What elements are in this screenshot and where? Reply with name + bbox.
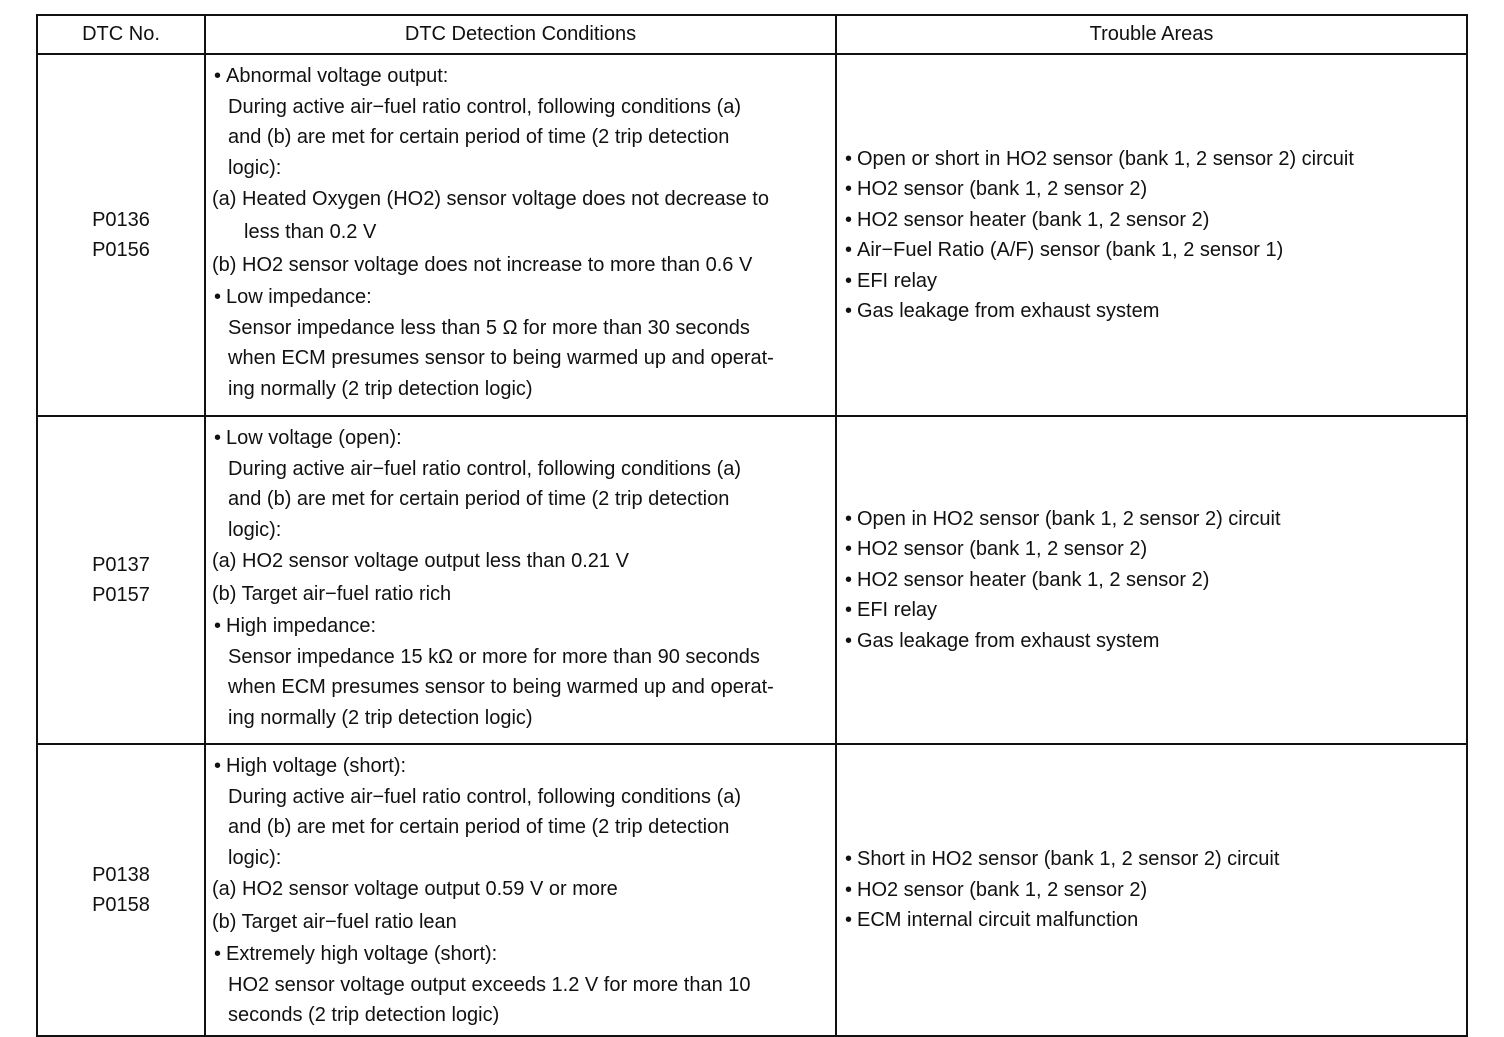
trouble-area-text: Gas leakage from exhaust system xyxy=(857,300,1160,322)
dtc-code-cell xyxy=(37,744,205,1036)
condition-title: Abnormal voltage output: xyxy=(226,65,449,87)
list-item xyxy=(845,144,1458,175)
dtc-code: P0156 xyxy=(92,239,150,261)
condition-title: Extremely high voltage (short): xyxy=(226,943,498,965)
table-row xyxy=(37,416,1467,744)
bullet-icon: • xyxy=(214,65,222,87)
condition-text: Sensor impedance 15 kΩ or more for more than 90 seconds xyxy=(228,645,760,668)
condition-title: Low voltage (open): xyxy=(226,427,402,449)
condition-text: During active air−fuel ratio control, following conditions (a) xyxy=(228,95,742,118)
header-detection-conditions: DTC Detection Conditions xyxy=(205,15,836,54)
condition-b: (b) Target air−fuel ratio rich xyxy=(212,583,452,605)
trouble-area-text: HO2 sensor (bank 1, 2 sensor 2) xyxy=(857,878,1148,901)
condition-a: (a) Heated Oxygen (HO2) sensor voltage does not decrease to xyxy=(212,188,769,210)
trouble-area-text: Gas leakage from exhaust system xyxy=(857,629,1160,652)
trouble-area-text: Open in HO2 sensor (bank 1, 2 sensor 2) circuit xyxy=(857,507,1281,530)
detection-conditions-cell xyxy=(205,54,836,416)
bullet-icon: • xyxy=(214,943,222,965)
list-item xyxy=(845,626,1458,657)
trouble-area-text: Open or short in HO2 sensor (bank 1, 2 sensor 2) circuit xyxy=(857,147,1354,170)
condition-text: During active air−fuel ratio control, following conditions (a) xyxy=(228,457,742,480)
condition-a-continued: less than 0.2 V xyxy=(244,221,377,243)
list-item xyxy=(845,595,1458,626)
dtc-code: P0158 xyxy=(92,894,150,916)
trouble-area-text: ECM internal circuit malfunction xyxy=(857,909,1139,932)
header-trouble-areas: Trouble Areas xyxy=(836,15,1467,54)
dtc-table xyxy=(36,14,1468,1037)
condition-bullet xyxy=(212,751,827,782)
trouble-area-text: Short in HO2 sensor (bank 1, 2 sensor 2) circuit xyxy=(857,848,1280,871)
list-item xyxy=(845,905,1458,936)
trouble-area-text: HO2 sensor (bank 1, 2 sensor 2) xyxy=(857,538,1148,561)
bullet-icon: • xyxy=(845,269,853,292)
bullet-icon: • xyxy=(845,507,853,530)
trouble-areas-cell xyxy=(836,744,1467,1036)
list-item xyxy=(845,235,1458,266)
condition-text: During active air−fuel ratio control, following conditions (a) xyxy=(228,785,742,808)
condition-text: when ECM presumes sensor to being warmed up and operat- xyxy=(228,676,774,698)
condition-bullet xyxy=(212,611,827,642)
list-item xyxy=(845,875,1458,906)
condition-text: logic): xyxy=(228,518,282,541)
list-item xyxy=(845,565,1458,596)
bullet-icon: • xyxy=(845,848,853,871)
bullet-icon: • xyxy=(845,300,853,322)
bullet-icon: • xyxy=(845,909,853,932)
bullet-icon: • xyxy=(845,629,853,652)
header-row xyxy=(37,15,1467,54)
condition-text: when ECM presumes sensor to being warmed up and operat- xyxy=(228,347,774,369)
table-row xyxy=(37,744,1467,1036)
list-item xyxy=(845,534,1458,565)
condition-bullet xyxy=(212,282,827,313)
detection-conditions-cell xyxy=(205,744,836,1036)
condition-a: (a) HO2 sensor voltage output less than 0.21 V xyxy=(212,550,629,572)
condition-text: seconds (2 trip detection logic) xyxy=(228,1004,500,1026)
bullet-icon: • xyxy=(845,239,853,261)
bullet-icon: • xyxy=(845,568,853,591)
condition-bullet xyxy=(212,61,827,92)
list-item xyxy=(845,296,1458,327)
condition-text: ing normally (2 trip detection logic) xyxy=(228,377,533,400)
trouble-area-text: HO2 sensor heater (bank 1, 2 sensor 2) xyxy=(857,208,1210,231)
condition-b: (b) HO2 sensor voltage does not increase to more than 0.6 V xyxy=(212,254,753,276)
condition-text: ing normally (2 trip detection logic) xyxy=(228,706,533,729)
bullet-icon: • xyxy=(845,878,853,901)
condition-b: (b) Target air−fuel ratio lean xyxy=(212,911,457,933)
condition-text: HO2 sensor voltage output exceeds 1.2 V for more than 10 xyxy=(228,973,751,996)
condition-title: Low impedance: xyxy=(226,286,372,308)
bullet-icon: • xyxy=(214,755,222,777)
list-item xyxy=(845,266,1458,297)
dtc-code: P0138 xyxy=(92,864,150,886)
condition-a: (a) HO2 sensor voltage output 0.59 V or more xyxy=(212,878,618,900)
detection-conditions-cell xyxy=(205,416,836,744)
condition-text: logic): xyxy=(228,156,282,179)
condition-text: and (b) are met for certain period of time (2 trip detection xyxy=(228,126,730,148)
header-dtc-no: DTC No. xyxy=(37,15,205,54)
condition-title: High impedance: xyxy=(226,615,377,637)
trouble-area-text: HO2 sensor (bank 1, 2 sensor 2) xyxy=(857,178,1148,200)
bullet-icon: • xyxy=(845,208,853,231)
condition-text: Sensor impedance less than 5 Ω for more than 30 seconds xyxy=(228,316,750,339)
list-item xyxy=(845,504,1458,535)
dtc-code: P0136 xyxy=(92,209,150,231)
condition-bullet xyxy=(212,939,827,970)
trouble-area-text: HO2 sensor heater (bank 1, 2 sensor 2) xyxy=(857,568,1210,591)
list-item xyxy=(845,174,1458,205)
bullet-icon: • xyxy=(845,599,853,622)
bullet-icon: • xyxy=(214,286,222,308)
dtc-code: P0137 xyxy=(92,554,150,576)
condition-text: and (b) are met for certain period of time (2 trip detection xyxy=(228,816,730,838)
condition-bullet xyxy=(212,423,827,454)
bullet-icon: • xyxy=(845,147,853,170)
bullet-icon: • xyxy=(845,538,853,561)
trouble-area-text: EFI relay xyxy=(857,269,938,292)
bullet-icon: • xyxy=(214,615,222,637)
trouble-area-text: EFI relay xyxy=(857,599,938,622)
bullet-icon: • xyxy=(214,427,222,449)
list-item xyxy=(845,844,1458,875)
condition-text: logic): xyxy=(228,846,282,869)
bullet-icon: • xyxy=(845,178,853,200)
list-item xyxy=(845,205,1458,236)
trouble-area-text: Air−Fuel Ratio (A/F) sensor (bank 1, 2 sensor 1) xyxy=(857,239,1284,261)
condition-text: and (b) are met for certain period of time (2 trip detection xyxy=(228,488,730,510)
dtc-code: P0157 xyxy=(92,584,150,606)
table-row xyxy=(37,54,1467,416)
trouble-areas-cell xyxy=(836,54,1467,416)
trouble-areas-cell xyxy=(836,416,1467,744)
condition-title: High voltage (short): xyxy=(226,755,407,777)
dtc-code-cell xyxy=(37,416,205,744)
dtc-code-cell xyxy=(37,54,205,416)
